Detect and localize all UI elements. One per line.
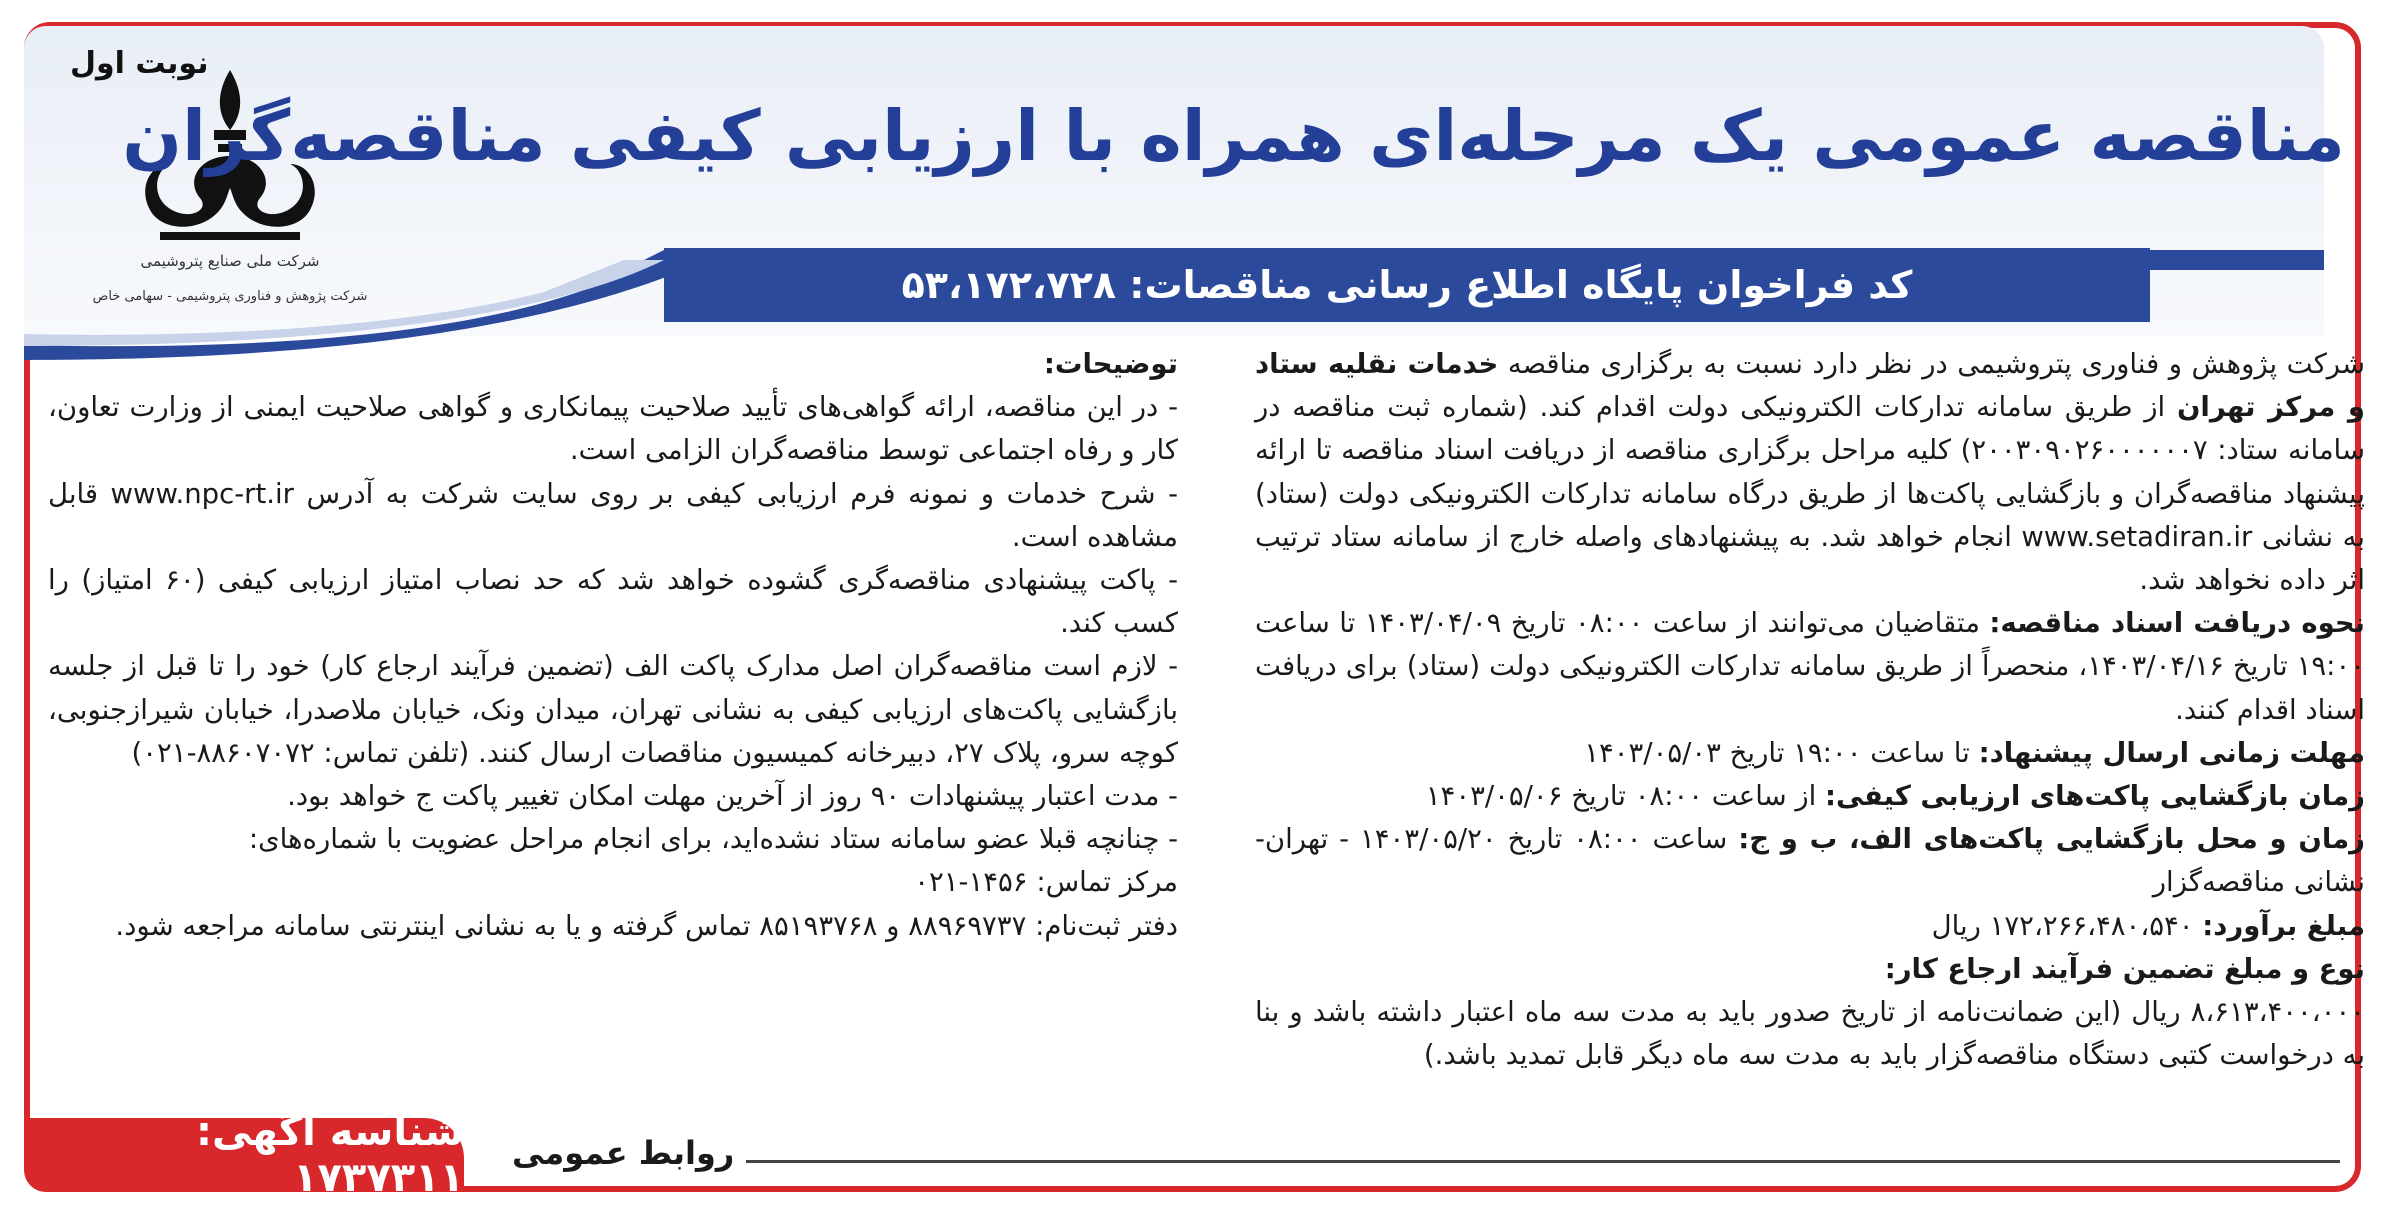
- docs-paragraph: [1255, 602, 2365, 732]
- note-3: - پاکت پیشنهادی مناقصه‌گری گشوده خواهد شد که حد نصاب امتیاز ارزیابی کیفی (۶۰ امتیاز) را کسب کند.: [48, 564, 1179, 640]
- docs-label: نحوه دریافت اسناد مناقصه:: [1989, 607, 2366, 640]
- footer-department: روابط عمومی: [500, 1134, 746, 1172]
- intro-text-1: شرکت پژوهش و فناوری پتروشیمی در نظر دارد نسبت به برگزاری مناقصه: [1498, 348, 2365, 380]
- tender-code-bar: [664, 248, 2150, 322]
- note-6: - چنانچه قبلا عضو سامانه ستاد نشده‌اید، برای انجام مراحل عضویت با شماره‌های:: [248, 823, 1178, 856]
- logo-caption-1: شرکت ملی صنایع پتروشیمی: [140, 252, 320, 270]
- right-column: [1255, 343, 2365, 1077]
- footer-divider: [720, 1160, 2340, 1163]
- docs-text: متقاضیان می‌توانند از ساعت ۰۸:۰۰ تاریخ ۱۴۰۳/۰۴/۰۹ تا ساعت ۱۹:۰۰ تاریخ ۱۴۰۳/۰۴/۱۶، منحصراً از طریق سامانه تدارکات الکترونیکی دولت (ستاد) برای دریافت اسناد اقدام کنند.: [1255, 607, 2365, 726]
- left-column: [48, 343, 1178, 948]
- ad-id-text: شناسه آگهی: ۱۷۳۷۳۱۱: [195, 1109, 464, 1201]
- deadline-label: مهلت زمانی ارسال پیشنهاد:: [1978, 736, 2365, 769]
- guarantee-paragraph: ۸،۶۱۳،۴۰۰،۰۰۰ ریال (این ضمانت‌نامه از تاریخ صدور باید به مدت سه ماه اعتبار داشته باشد و بنا به درخواست کتبی دستگاه مناقصه‌گزار باید به مدت سه ماه دیگر قابل تمدید باشد.): [1255, 996, 2365, 1072]
- deadline-text: تا ساعت ۱۹:۰۰ تاریخ ۱۴۰۳/۰۵/۰۳: [1584, 736, 1979, 769]
- note-8: دفتر ثبت‌نام: ۸۸۹۶۹۷۳۷ و ۸۵۱۹۳۷۶۸ تماس گرفته و یا به نشانی اینترنتی سامانه مراجعه شود.: [115, 909, 1178, 942]
- estimate-paragraph: [1255, 905, 2365, 948]
- estimate-label: مبلغ برآورد:: [2202, 909, 2365, 942]
- note-4: - لازم است مناقصه‌گران اصل مدارک پاکت الف (تضمین فرآیند ارجاع کار) خود را تا قبل از جلسه بازگشایی پاکت‌های ارزیابی کیفی به نشانی تهران، میدان ونک، خیابان ملاصدرا، خیابان شیرازجنوبی، کوچه سرو، پلاک ۲۷، دبیرخانه کمیسیون مناقصات ارسال کنند. (تلفن تماس: ۸۸۶۰۷۰۷۲-۰۲۱): [48, 650, 1178, 769]
- tender-code-label: کد فراخوان پایگاه اطلاع رسانی مناقصات: ۵۳،۱۷۲،۷۲۸: [901, 263, 1913, 307]
- quality-open-text: از ساعت ۰۸:۰۰ تاریخ ۱۴۰۳/۰۵/۰۶: [1425, 780, 1826, 813]
- note-5: - مدت اعتبار پیشنهادات ۹۰ روز از آخرین مهلت امکان تغییر پاکت ج خواهد بود.: [287, 780, 1178, 813]
- note-1: - در این مناقصه، ارائه گواهی‌های تأیید صلاحیت پیمانکاری و گواهی صلاحیت ایمنی از وزارت تعاون، کار و رفاه اجتماعی توسط مناقصه‌گران الزامی است.: [48, 391, 1178, 467]
- note-2: - شرح خدمات و نمونه فرم ارزیابی کیفی بر روی سایت شرکت به آدرس www.npc-rt.ir قابل مشاهده است.: [48, 477, 1178, 553]
- quality-open-paragraph: [1255, 775, 2365, 818]
- envelopes-paragraph: [1255, 818, 2365, 904]
- intro-bold: خدمات نقلیه ستاد و مرکز تهران: [1255, 348, 2365, 424]
- quality-open-label: زمان بازگشایی پاکت‌های ارزیابی کیفی:: [1825, 780, 2365, 813]
- guarantee-title: [1255, 948, 2365, 991]
- intro-paragraph: [1255, 343, 2365, 602]
- estimate-text: ۱۷۲،۲۶۶،۴۸۰،۵۴۰ ریال: [1931, 909, 2203, 942]
- page-title: مناقصه عمومی یک مرحله‌ای همراه با ارزیابی کیفی مناقصه‌گران: [122, 95, 2345, 177]
- deadline-paragraph: [1255, 732, 2365, 775]
- logo-caption-2: شرکت پژوهش و فناوری پتروشیمی - سهامی خاص: [92, 289, 368, 304]
- intro-text-2: از طریق سامانه تدارکات الکترونیکی دولت اقدام کند. (شماره ثبت مناقصه در سامانه ستاد: ۲۰۰۳۰۹۰۲۶۰۰۰۰۰۰۷) کلیه مراحل برگزاری مناقصه از دریافت اسناد مناقصه تا ارائه پیشنهاد مناقصه‌گران و بازگشایی پاکت‌ها از طریق درگاه سامانه تدارکات الکترونیکی دولت (ستاد) به نشانی www.setadiran.ir انجام خواهد شد. به پیشنهادهای واصله خارج از سامانه ستاد ترتیب اثر داده نخواهد شد.: [1255, 391, 2365, 597]
- envelopes-label: زمان و محل بازگشایی پاکت‌های الف، ب و ج:: [1738, 823, 2366, 856]
- note-7: مرکز تماس: ۱۴۵۶-۰۲۱: [914, 866, 1178, 899]
- guarantee-label: نوع و مبلغ تضمین فرآیند ارجاع کار:: [1884, 952, 2365, 985]
- ad-id-badge: [24, 1109, 464, 1201]
- round-label: نوبت اول: [70, 46, 209, 81]
- envelopes-text: ساعت ۰۸:۰۰ تاریخ ۱۴۰۳/۰۵/۲۰ - تهران- نشانی مناقصه‌گزار: [1255, 823, 2365, 899]
- notes-title: توضیحات:: [1043, 348, 1178, 380]
